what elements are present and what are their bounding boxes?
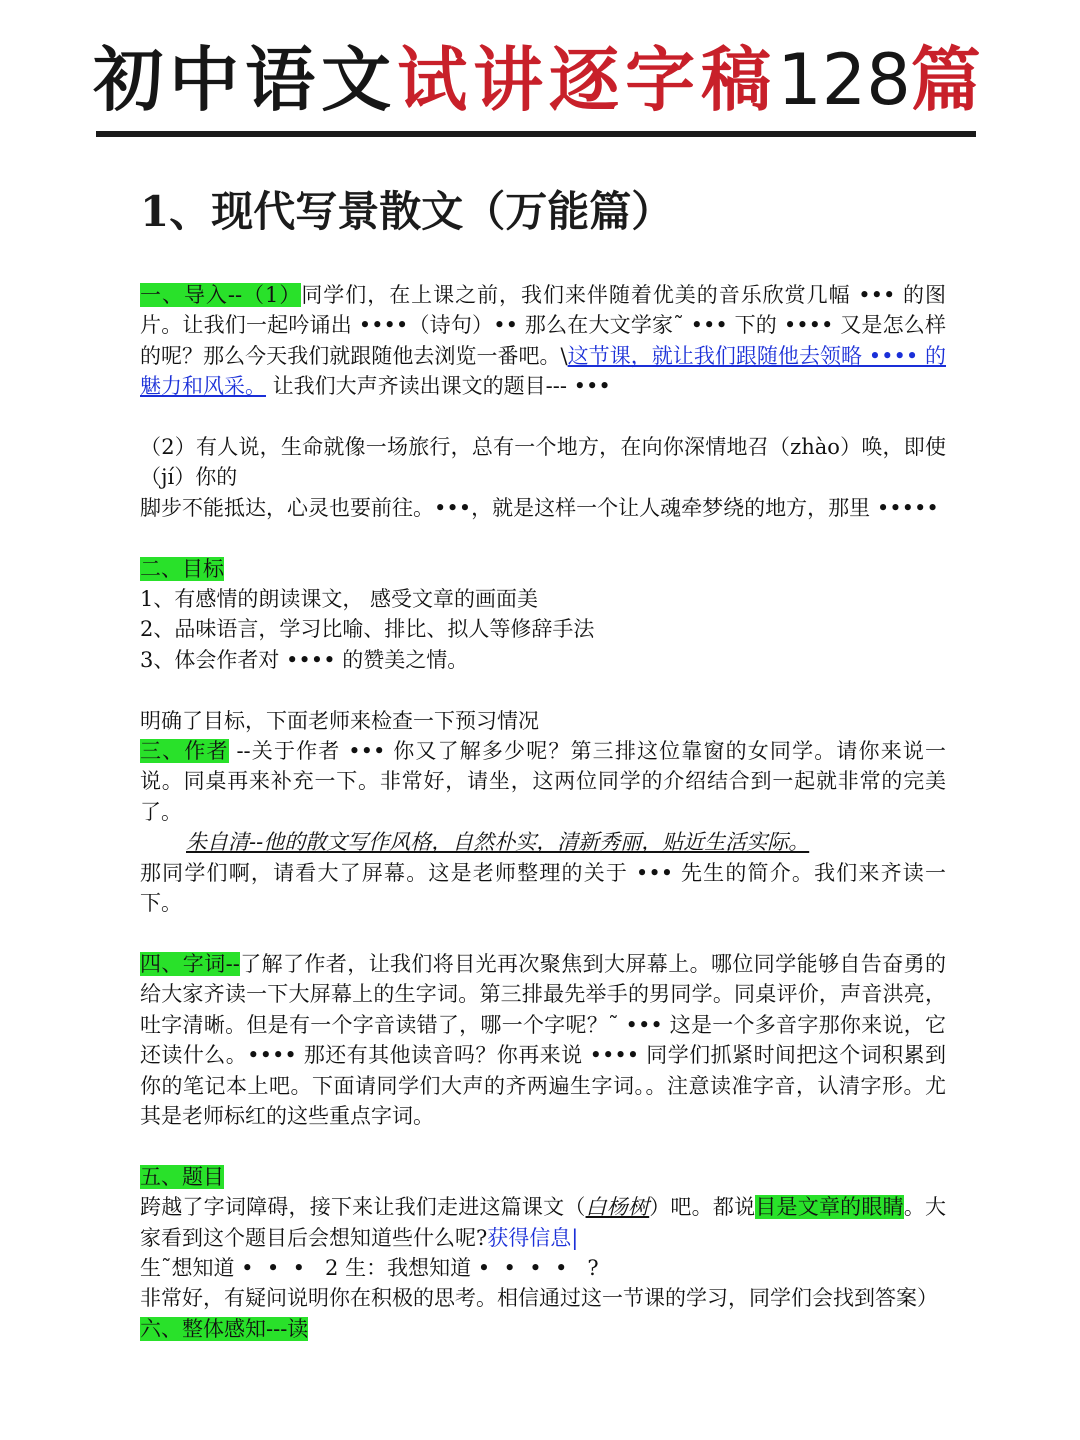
banner-part-3: 128 xyxy=(777,39,911,121)
goal-item: 1、有感情的朗读课文， 感受文章的画面美 xyxy=(140,587,539,612)
spacer xyxy=(140,675,946,705)
section-goals-heading xyxy=(140,554,946,584)
topic-text-b: ）吧。都说 xyxy=(649,1195,756,1220)
spacer xyxy=(140,1131,946,1161)
topic-line-3: 非常好，有疑问说明你在积极的思考。相信通过这一节课的学习，同学们会找到答案） xyxy=(140,1286,938,1311)
goal-item: 3、体会作者对 •••• 的赞美之情。 xyxy=(140,647,469,672)
section-topic-heading xyxy=(140,1162,946,1192)
author-after: 那同学们啊，请看大了屏幕。这是老师整理的关于 ••• 先生的简介。我们来齐读一下。 xyxy=(140,860,946,916)
intro-paragraph-2b: 脚步不能抵达，心灵也要前往。•••，就是这样一个让人魂牵梦绕的地方，那里 ••••• xyxy=(140,495,939,520)
work-title: 白杨树 xyxy=(585,1195,650,1220)
topic-paragraph xyxy=(140,1192,946,1253)
section-label-author: 三、作者 xyxy=(140,739,229,764)
intro-link[interactable]: 这节课，就让我们跟随他去领略 •••• 的魅力和风采。 xyxy=(140,343,946,399)
section-label-intro: 一、导入--（1） xyxy=(140,283,302,307)
goals-transition: 明确了目标，下面老师来检查一下预习情况 xyxy=(140,708,539,733)
section-label-words: 四、字词-- xyxy=(140,951,240,976)
section-overall-heading xyxy=(140,1314,946,1344)
section-label-goals: 二、目标 xyxy=(140,556,224,581)
intro-text: 同学们，在上课之前，我们来伴随着优美的音乐欣赏几幅 ••• 的图片。让我们一起吟诵出 ••••（诗句）•• 那么在大文学家˜ ••• 下的 •••• 又是怎么样的呢？那么今天我们就跟随他去浏览一番吧。\ xyxy=(140,283,946,368)
topic-line-2: 生˜想知道 • • • 2 生：我想知道 • • • • ? xyxy=(140,1255,599,1280)
banner-part-4: 篇 xyxy=(910,39,987,121)
banner-divider xyxy=(96,131,976,137)
banner-title xyxy=(0,30,1080,130)
section-label-topic: 五、题目 xyxy=(140,1164,224,1189)
intro-paragraph-2a: （2）有人说，生命就像一场旅行，总有一个地方，在向你深情地召（zhào）唤，即使（jí）你的 xyxy=(140,435,946,490)
words-paragraph xyxy=(140,949,946,1131)
topic-highlight: 目是文章的眼睛 xyxy=(755,1195,904,1220)
words-text: 了解了作者，让我们将目光再次聚焦到大屏幕上。哪位同学能够自告奋勇的给大家齐读一下大屏幕上的生字词。第三排最先举手的男同学。同桌评价，声音洪亮，吐字清晰。但是有一个字音读错了，哪一个字呢？˜ ••• 这是一个多音字那你来说，它还读什么。•••• 那还有其他读音吗？你再来说 •••• 同学们抓紧时间把这个词积累到你的笔记本上吧。下面请同学们大声的齐两遍生字词。。注意读准字音，认清字形。尤其是老师标红的这些重点字词。 xyxy=(140,951,946,1128)
banner-part-1: 初中语文 xyxy=(93,39,398,121)
topic-text-a: 跨越了字词障碍，接下来让我们走进这篇课文（ xyxy=(140,1195,586,1220)
author-text: --关于作者 ••• 你又了解多少呢？第三排这位靠窗的女同学。请你来说一说。同桌再来补充一下。非常好，请坐，这两位同学的介绍结合到一起就非常的完美了。 xyxy=(140,739,946,824)
document-body xyxy=(140,280,946,1344)
intro-tail: 让我们大声齐读出课文的题目--- ••• xyxy=(266,374,611,399)
topic-blue-note: 获得信息| xyxy=(487,1225,579,1250)
author-paragraph xyxy=(140,736,946,827)
goal-item: 2、品味语言，学习比喻、排比、拟人等修辞手法 xyxy=(140,617,595,642)
author-quote: 朱自清--他的散文写作风格，自然朴实，清新秀丽，贴近生活实际。 xyxy=(186,830,810,855)
banner-part-2: 试讲逐字稿 xyxy=(397,39,778,121)
spacer xyxy=(140,523,946,553)
spacer xyxy=(140,918,946,948)
section-label-overall: 六、整体感知---读 xyxy=(140,1316,309,1341)
spacer xyxy=(140,402,946,432)
topic-text-c: 。大家看到这个题目后会想知道些什么呢? xyxy=(140,1195,947,1250)
page-title: 1、现代写景散文（万能篇） xyxy=(140,187,674,236)
intro-paragraph-1 xyxy=(140,280,946,402)
